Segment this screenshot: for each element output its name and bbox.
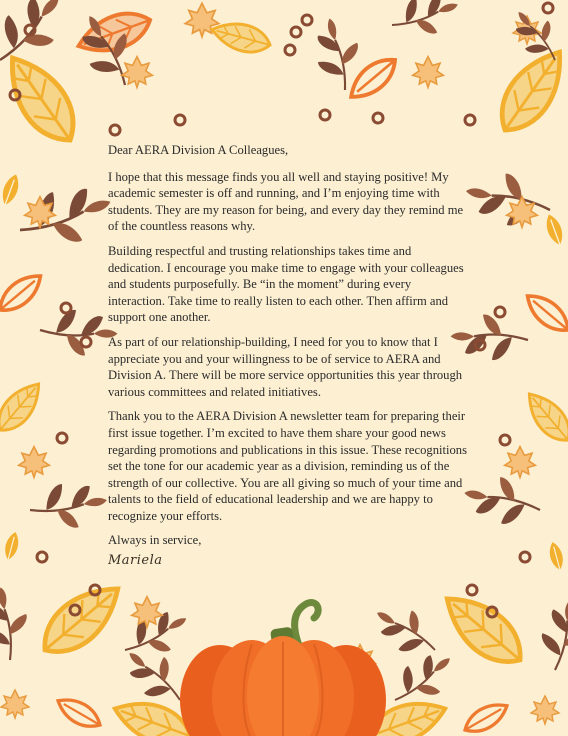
signature: Mariela [108,553,163,569]
letter-body [108,142,468,578]
pumpkin-icon [180,603,386,736]
paragraph-2: Building respectful and trusting relationships takes time and dedication. I encourage you make time to engage with your colleagues and students purposefully. Be “in the moment” during every interaction. Take time to really listen to each other. Then affirm and support one another. [108,243,464,325]
salutation: Dear AERA Division A Colleagues, [108,143,289,157]
paragraph-4: Thank you to the AERA Division A newsletter team for preparing their first issue together. I’m excited to have them share your good news regarding promotions and publications in this issue. These recognitions set the tone for our academic year as a division, reminding us of the strength of our collective. You are all giving so much of your time and talents to the field of educational leadership and we are happy to recognize your efforts. [108,409,467,523]
closing: Always in service, [108,533,202,548]
paragraph-1: I hope that this message finds you all well and staying positive! My academic semester is off and running, and I’m enjoying time with students. They are my reason for being, and every day they remind me of the countless reasons why. [108,169,464,234]
paragraph-3: As part of our relationship-building, I need for you to know that I appreciate you and your willingness to be of service to AERA and Division A. There will be more service opportunities this year through various committees and related initiatives. [108,334,463,399]
